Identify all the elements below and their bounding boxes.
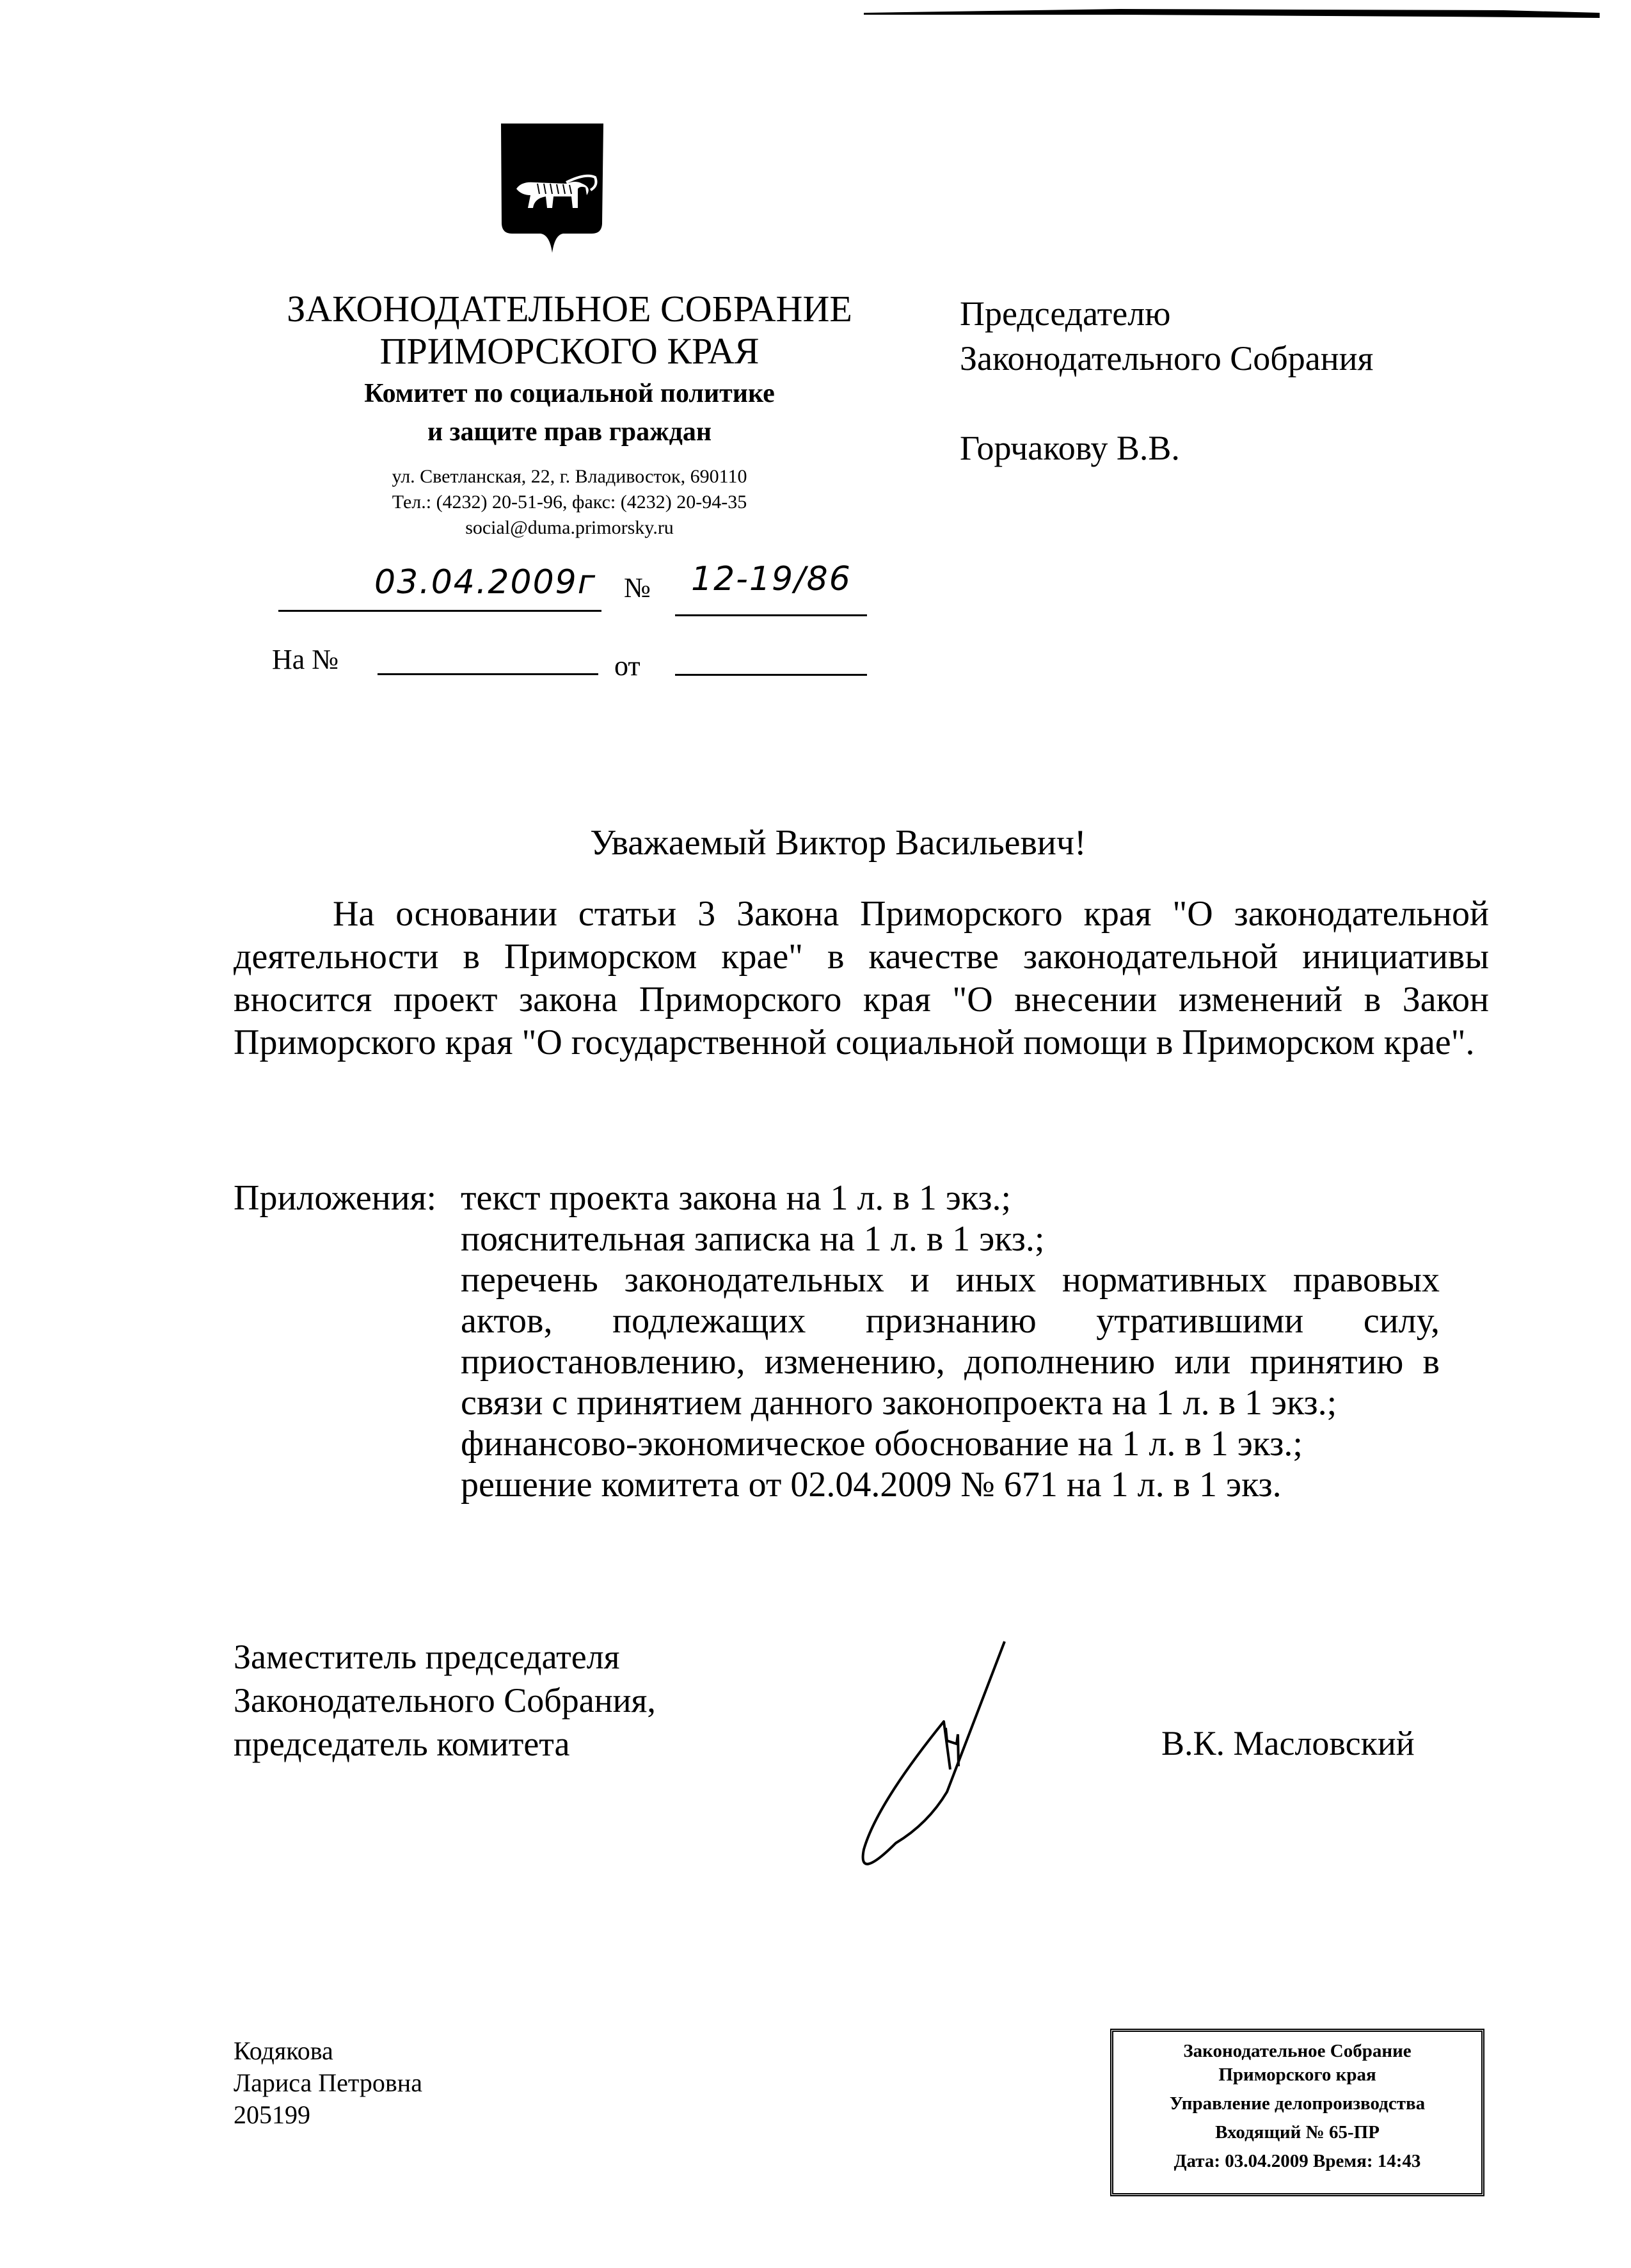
coat-of-arms-icon: [496, 106, 608, 256]
org-name-line1: ЗАКОНОДАТЕЛЬНОЕ СОБРАНИЕ: [287, 288, 852, 330]
org-phones: Тел.: (4232) 20-51-96, факс: (4232) 20-94-35: [392, 491, 747, 513]
attachment-item: текст проекта закона на 1 л. в 1 экз.;: [461, 1178, 1012, 1218]
reply-from-label: от: [614, 650, 640, 682]
handwritten-signature: [832, 1632, 1024, 1875]
org-email: social@duma.primorsky.ru: [465, 517, 674, 538]
stamp-line1: Законодательное Собрание: [1183, 2041, 1412, 2061]
executor-given-names: Лариса Петровна: [234, 2068, 422, 2097]
incoming-registration-stamp: [1110, 2029, 1484, 2196]
addressee-block: [960, 291, 1373, 470]
date-underline: [278, 610, 601, 612]
stamp-line4: Входящий № 65-ПР: [1215, 2122, 1380, 2143]
outgoing-date: 03.04.2009г: [374, 563, 597, 602]
attachment-item: решение комитета от 02.04.2009 № 671 на 1 л. в 1 экз.: [461, 1465, 1282, 1505]
attachments-list: [461, 1178, 1440, 1505]
addressee-line1: Председателю: [960, 294, 1171, 333]
greeting: Уважаемый Виктор Васильевич!: [590, 823, 1086, 863]
stamp-line2: Приморского края: [1218, 2064, 1376, 2085]
signatory-title-line2: Законодательного Собрания,: [234, 1681, 656, 1720]
attachment-item: финансово-экономическое обоснование на 1 л. в 1 экз.;: [461, 1424, 1303, 1464]
executor-contact: [234, 2035, 422, 2131]
attachment-item: перечень законодательных и иных нормативных правовых актов, подлежащих признанию утратившими силу, приостановлению, изменению, дополнению или принятию в связи с принятием данного законопроекта на 1 л. в 1 экз.;: [461, 1260, 1440, 1423]
signatory-title-line1: Заместитель председателя: [234, 1638, 620, 1676]
number-label: №: [624, 572, 651, 603]
outgoing-number: 12-19/86: [691, 560, 852, 598]
reply-number-field: [378, 673, 598, 675]
letterhead-contacts: [250, 464, 889, 541]
reply-number-label: На №: [272, 644, 339, 675]
committee-line2: и защите прав граждан: [427, 417, 712, 447]
addressee-line2: Законодательного Собрания: [960, 339, 1374, 378]
letterhead-organization: [250, 288, 889, 372]
executor-surname: Кодякова: [234, 2036, 333, 2065]
signatory-name: В.К. Масловский: [1161, 1724, 1415, 1762]
executor-phone: 205199: [234, 2100, 310, 2129]
signatory-title-line3: председатель комитета: [234, 1725, 570, 1763]
body-paragraph: На основании статьи 3 Закона Приморского края "О законодательной деятельности в Приморском крае" в качестве законодательной инициативы вносится проект закона Приморского края "О внесении изменений в Закон Приморского края "О государственной социальной помощи в Приморском крае".: [234, 894, 1489, 1062]
committee-line1: Комитет по социальной политике: [364, 379, 775, 408]
org-address: ул. Светланская, 22, г. Владивосток, 690110: [392, 466, 747, 487]
stamp-line3: Управление делопроизводства: [1169, 2093, 1426, 2114]
attachment-item: пояснительная записка на 1 л. в 1 экз.;: [461, 1219, 1045, 1259]
signatory-title: [234, 1635, 656, 1766]
reply-date-field: [675, 674, 867, 676]
org-name-line2: ПРИМОРСКОГО КРАЯ: [379, 330, 760, 372]
letterhead-committee: [250, 374, 889, 451]
stamp-line5: Дата: 03.04.2009 Время: 14:43: [1174, 2151, 1421, 2171]
addressee-name: Горчакову В.В.: [960, 429, 1180, 467]
number-underline: [675, 614, 867, 616]
attachments-label: Приложения:: [234, 1178, 437, 1218]
scan-edge-artifact: [864, 5, 1600, 19]
